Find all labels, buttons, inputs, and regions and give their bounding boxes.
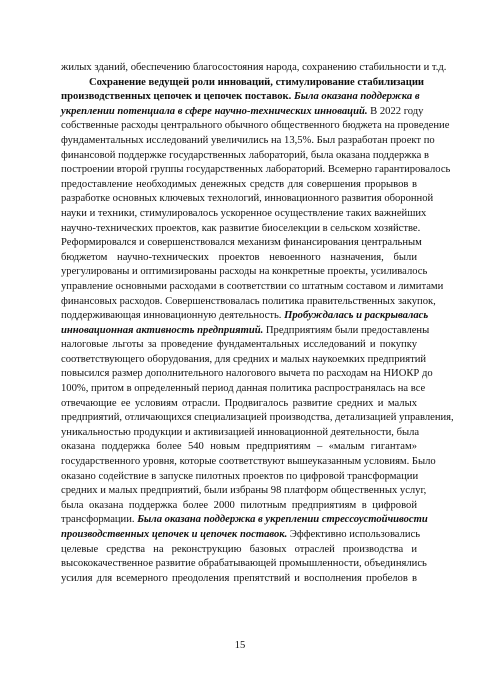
text-run: Эффективно использовались [287, 529, 421, 540]
text-line: Сохранение ведущей роли инноваций, стимулирование стабилизации [89, 76, 425, 88]
text-line: фундаментальных исследований увеличились на 13,5%. Был разработан проект по [61, 134, 435, 146]
text-run: Предприятиям были предоставлены [263, 324, 430, 336]
page-number: 15 [234, 640, 246, 651]
text-line: оказана поддержка более 540 новым предприятиям – «малым гигантам» [61, 441, 417, 453]
text-line: усилия для всемерного преодоления препятствий и восполнения пробелов в [61, 572, 417, 584]
body-text [61, 61, 454, 586]
text-run: трансформации. [61, 514, 138, 526]
text-line: Реформировался и совершенствовался механизм финансирования центральным [61, 237, 422, 249]
text-line: предприятий, отличающихся специализацией производства, детализацией управления, [61, 412, 454, 424]
emphasized-text: производственных цепочек и цепочек поставок. [61, 91, 294, 103]
text-line: повысился размер дополнительного налогового вычета по расходам на НИОКР до [61, 368, 433, 380]
emphasized-text: инновационная активность предприятий. [61, 324, 264, 336]
text-run: поддерживающая инновационную деятельность. [61, 310, 285, 322]
text-line: построении второй группы государственных лабораторий. Всемерно гарантировалось [61, 164, 451, 176]
text-line: была оказана поддержка более 2000 пилотным предприятиям в цифровой [61, 499, 417, 511]
text-line: управление основными расходами в соответствии со штатным составом и лимитами [61, 280, 444, 292]
text-line: финансовых расходов. Совершенствовалась политика правительственных закупок, [61, 295, 436, 307]
text-line: науки и техники, стимулировалось ускоренное осуществление таких важнейших [61, 207, 427, 219]
text-line [61, 528, 421, 543]
text-line: налоговые льготы за проведение фундаментальных исследований и покупку [61, 339, 417, 351]
text-line: научно-технических проектов, как развитие биоселекции в сельском хозяйстве. [61, 222, 421, 234]
emphasized-text: Была оказана поддержка в [293, 91, 420, 103]
text-line: отвечающие ее условиям отрасли. Продвигалось развитие средних и малых [61, 397, 417, 409]
text-line: жилых зданий, обеспечению благосостояния народа, сохранению стабильности и т.д. [61, 62, 447, 73]
text-line: 100%, притом в определенный период данная политика распространялась на все [61, 383, 426, 395]
text-line: урегулированы и оптимизированы расходы на конкретные проекты, усиливалось [61, 266, 428, 278]
text-line: высококачественное развитие обрабатывающей промышленности, объединялись [61, 558, 427, 570]
text-line: целевые средства на реконструкцию базовых отраслей производства и [61, 543, 417, 555]
text-line: средних и малых предприятий, были избраны 98 платформ общественных услуг, [61, 485, 427, 497]
text-line [61, 90, 420, 105]
text-line: государственного уровня, которые соответствуют вышеуказанным условиям. Было [61, 456, 436, 468]
emphasized-text: укреплении потенциала в сфере научно-технических инноваций. [61, 105, 368, 117]
text-line: бюджетом научно-технических проектов невоенного назначения, были [61, 251, 417, 263]
text-line: собственные расходы центрального обычного общественного бюджета на проведение [61, 120, 450, 132]
emphasized-text: производственных цепочек и цепочек поставок. [61, 529, 288, 540]
text-line [61, 309, 429, 324]
text-line [61, 105, 424, 120]
emphasized-text: Пробуждалась и раскрывалась [284, 310, 429, 322]
text-run: В 2022 году [367, 105, 424, 117]
text-line: соответствующего оборудования, для средних и малых наукоемких предприятий [61, 353, 427, 365]
text-line: разработке основных ключевых технологий, инновационного развития оборонной [61, 193, 434, 205]
text-line: уникальностью продукции и активизацией инновационной деятельности, была [61, 426, 420, 438]
text-line: финансовой поддержке государственных лабораторий, была оказана поддержка в [61, 149, 429, 161]
text-line [61, 324, 430, 339]
emphasized-text: Была оказана поддержка в укреплении стрессоустойчивости [137, 514, 428, 526]
text-line [61, 513, 428, 528]
text-line: оказано содействие в запуске пилотных проектов по цифровой трансформации [61, 470, 419, 482]
text-line: предоставление необходимых денежных средств для совершения прорывов в [61, 178, 417, 190]
